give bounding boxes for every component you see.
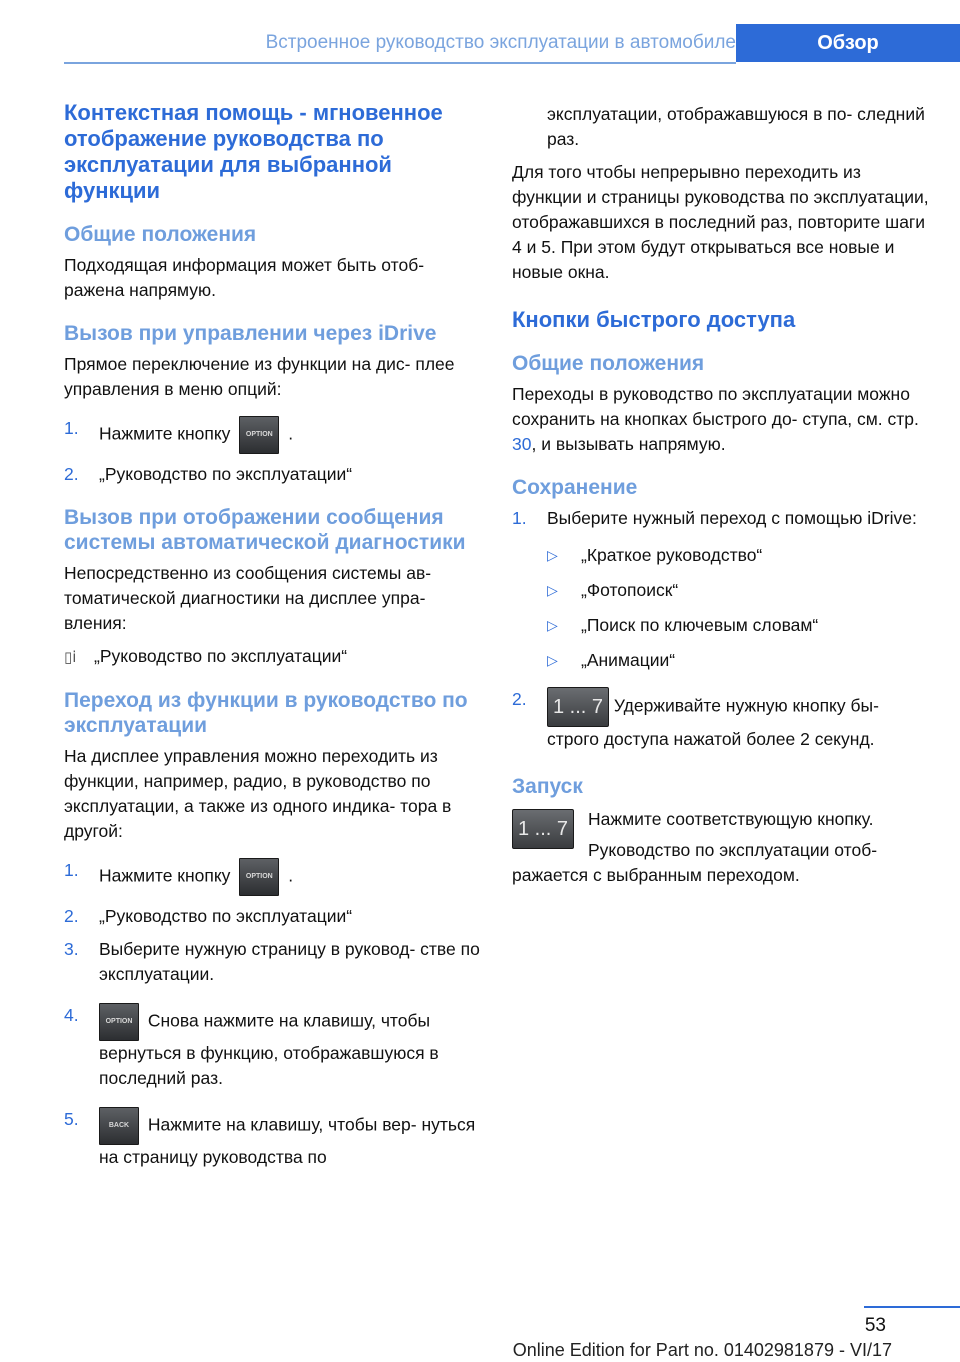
header-title: Встроенное руководство эксплуатации в автомобиле: [265, 32, 736, 53]
bullet-item: [547, 613, 932, 638]
favorite-buttons-icon: 1 ... 7: [547, 687, 609, 727]
list-number: 1.: [512, 508, 527, 528]
list-number: 1.: [64, 418, 79, 438]
list-text: „Руководство по эксплуатации“: [99, 464, 353, 484]
list-text: Удерживайте нужную кнопку бы‐ строго доступа нажатой более 2 секунд.: [547, 695, 879, 749]
favorite-buttons-icon: 1 ... 7: [512, 809, 574, 849]
option-button-icon: OPTION: [239, 416, 279, 454]
option-button-icon: OPTION: [239, 858, 279, 896]
bullet-item: [547, 543, 932, 568]
page-header: [64, 24, 960, 62]
page-link[interactable]: 30: [512, 434, 532, 454]
list-item: [64, 937, 482, 987]
list-text: .: [288, 423, 294, 444]
bullet-item: [547, 578, 932, 603]
subsection-title-transition: Переход из функции в руководство по эксплуатации: [64, 689, 468, 737]
header-rule: [64, 62, 736, 64]
subsection-title-launch: Запуск: [512, 775, 583, 798]
bullet-marker: ▷: [547, 582, 558, 598]
subsection-title-save: Сохранение: [512, 476, 638, 499]
paragraph-text: Переходы в руководство по эксплуатации можно сохранить на кнопках быстрого до‐ ступа, см. стр.: [512, 384, 919, 429]
paragraph-transition: На дисплее управления можно переходить из функции, например, радио, в руководство по эксплуатации, а также из одного индика‐ тора в другой:: [64, 746, 452, 841]
paragraph-general: Подходящая информация может быть отоб‐ ражена напрямую.: [64, 255, 425, 300]
idrive-steps: [64, 416, 482, 487]
bullet-marker: ▷: [547, 652, 558, 668]
header-tab: Обзор: [736, 24, 960, 62]
bullet-text: „Анимации“: [581, 650, 676, 670]
launch-line: Руководство по эксплуатации отоб‐ ражается с выбранным переходом.: [512, 840, 878, 885]
list-number: 3.: [64, 939, 79, 959]
list-item: [64, 1003, 482, 1091]
check-control-item: [64, 644, 482, 670]
continued-text: эксплуатации, отображавшуюся в по‐ следний раз.: [547, 104, 925, 149]
bullet-text: „Поиск по ключевым словам“: [581, 615, 819, 635]
transition-steps: [64, 858, 482, 1170]
list-text: „Руководство по эксплуатации“: [94, 646, 348, 666]
list-text: .: [288, 865, 294, 886]
page-number: 53: [864, 1315, 886, 1336]
list-number: 2.: [64, 464, 79, 484]
list-text: Выберите нужный переход с помощью iDrive:: [547, 508, 917, 528]
subsection-title-check-control: Вызов при отображении сообщения системы автоматической диагностики: [64, 506, 466, 554]
paragraph-repeat: Для того чтобы непрерывно переходить из функции и страницы руководства по эксплуатации, отображавшихся в последний раз, повторите шаги 4 и 5. При этом будут открываться все новые и новые окна.: [512, 162, 929, 282]
bullet-marker: ▷: [547, 617, 558, 633]
subsection-title-idrive: Вызов при управлении через iDrive: [64, 322, 437, 345]
footer-edition: Online Edition for Part no. 01402981879 - VI/17: [512, 1340, 892, 1360]
list-number: 1.: [64, 860, 79, 880]
list-item: [512, 687, 932, 752]
footer-rule: [864, 1306, 960, 1308]
paragraph-text: , и вызывать напрямую.: [531, 434, 726, 454]
list-text: Выберите нужную страницу в руковод‐ стве по эксплуатации.: [99, 939, 480, 984]
list-text: „Руководство по эксплуатации“: [99, 906, 353, 926]
subsection-title-general-fav: Общие положения: [512, 352, 705, 375]
list-number: 2.: [512, 689, 527, 709]
list-text: Нажмите на клавишу, чтобы вер‐ нуться на страницу руководства по: [99, 1114, 476, 1167]
section-title-favorites: Кнопки быстрого доступа: [512, 307, 796, 332]
list-text: Снова нажмите на клавишу, чтобы вернуться в функцию, отображавшуюся в последний раз.: [99, 1010, 439, 1088]
paragraph-general-fav: [512, 382, 932, 457]
left-column: [64, 100, 482, 1178]
bullet-marker: ▷: [547, 547, 558, 563]
save-steps: [512, 506, 932, 752]
launch-line: Нажмите соответствующую кнопку.: [588, 809, 874, 829]
back-button-icon: BACK: [99, 1107, 139, 1145]
list-number: 5.: [64, 1109, 79, 1129]
bullet-item: [547, 648, 932, 673]
list-number: 4.: [64, 1005, 79, 1025]
list-item: [64, 1107, 482, 1170]
launch-text: [512, 807, 932, 888]
subsection-title-general: Общие положения: [64, 223, 257, 246]
list-item: [512, 506, 932, 531]
book-info-icon: ▯ⅰ: [64, 649, 77, 666]
list-text: Нажмите кнопку: [99, 865, 231, 886]
list-text: Нажмите кнопку: [99, 423, 231, 444]
option-button-icon: OPTION: [99, 1003, 139, 1041]
paragraph-check-control: Непосредственно из сообщения системы ав‐ томатической диагностики на дисплее упра‐ вления:: [64, 563, 432, 633]
bullet-text: „Краткое руководство“: [581, 545, 763, 565]
list-item: [64, 462, 482, 487]
list-item: [64, 416, 482, 454]
section-title-context-help: Контекстная помощь - мгновенное отображение руководства по эксплуатации для выбранной функции: [64, 100, 443, 203]
list-number: 2.: [64, 906, 79, 926]
list-item: [64, 904, 482, 929]
right-column: [512, 102, 932, 896]
paragraph-idrive: Прямое переключение из функции на дис‐ плее управления в меню опций:: [64, 354, 455, 399]
list-item: [64, 858, 482, 896]
bullet-text: „Фотопоиск“: [581, 580, 679, 600]
